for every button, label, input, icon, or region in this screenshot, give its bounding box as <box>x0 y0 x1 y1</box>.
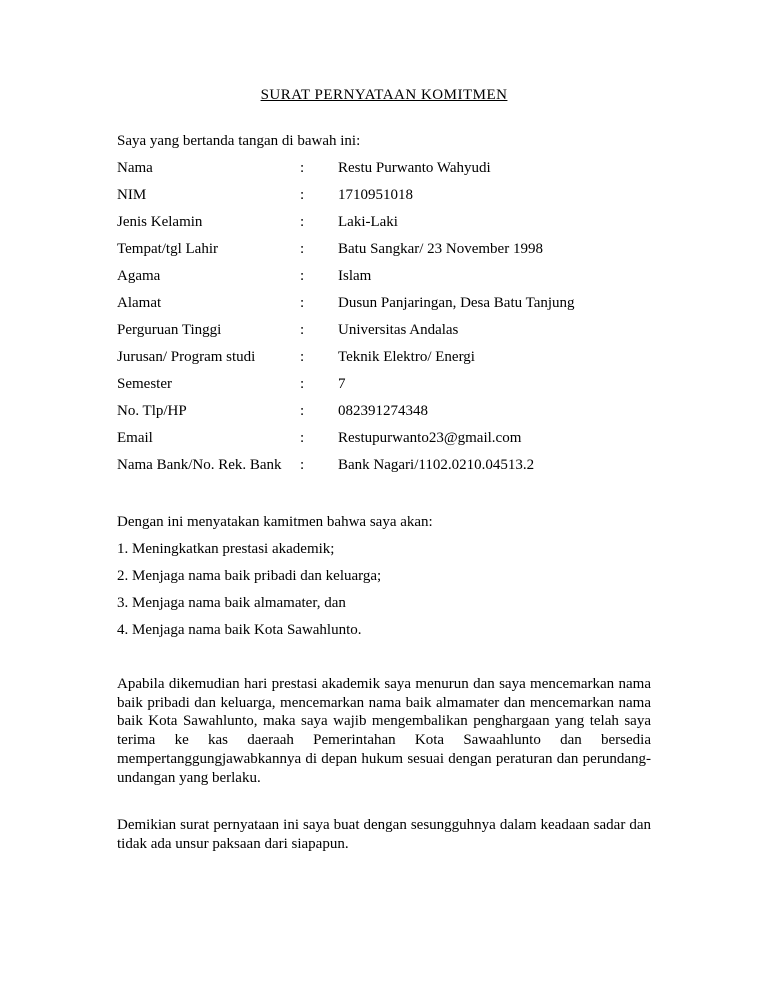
field-colon: : <box>300 376 305 392</box>
field-colon: : <box>300 241 305 257</box>
field-colon: : <box>300 295 305 311</box>
field-value: 082391274348 <box>338 403 428 419</box>
commitment-item-2: 2. Menjaga nama baik pribadi dan keluarga; <box>117 568 382 584</box>
field-colon: : <box>300 187 305 203</box>
field-label: Agama <box>117 268 161 284</box>
field-value: Islam <box>338 268 372 284</box>
field-label: Jurusan/ Program studi <box>117 349 256 365</box>
field-label: Alamat <box>117 295 162 311</box>
field-label: Nama Bank/No. Rek. Bank <box>117 457 282 473</box>
field-value: Laki-Laki <box>338 214 398 230</box>
field-label: Email <box>117 430 153 446</box>
field-colon: : <box>300 214 305 230</box>
field-row-tempat-tgl-lahir <box>117 236 651 263</box>
commitment-intro: Dengan ini menyatakan kamitmen bahwa saya akan: <box>117 514 433 530</box>
field-label: NIM <box>117 187 147 203</box>
paragraph-closing: Demikian surat pernyataan ini saya buat dengan sesungguhnya dalam keadaan sadar dan tidak ada unsur paksaan dari siapapun. <box>117 817 651 852</box>
field-colon: : <box>300 160 305 176</box>
field-label: Semester <box>117 376 172 392</box>
commitment-item-4: 4. Menjaga nama baik Kota Sawahlunto. <box>117 622 362 638</box>
commitment-section <box>117 509 651 644</box>
field-row-email <box>117 425 651 452</box>
field-value: Bank Nagari/1102.0210.04513.2 <box>338 457 535 473</box>
field-label: Tempat/tgl Lahir <box>117 241 219 257</box>
field-row-semester <box>117 371 651 398</box>
field-row-alamat <box>117 290 651 317</box>
field-value: 7 <box>338 376 346 392</box>
field-row-nama <box>117 155 651 182</box>
intro-line: Saya yang bertanda tangan di bawah ini: <box>117 133 361 149</box>
field-value: Restupurwanto23@gmail.com <box>338 430 522 446</box>
field-row-nim <box>117 182 651 209</box>
field-value: Teknik Elektro/ Energi <box>338 349 475 365</box>
identity-fields <box>117 155 651 479</box>
field-label: Nama <box>117 160 153 176</box>
commitment-item-1: 1. Meningkatkan prestasi akademik; <box>117 541 335 557</box>
document-title: SURAT PERNYATAAN KOMITMEN <box>260 87 508 103</box>
field-label: Jenis Kelamin <box>117 214 203 230</box>
field-colon: : <box>300 403 305 419</box>
field-row-perguruan-tinggi <box>117 317 651 344</box>
field-colon: : <box>300 322 305 338</box>
field-colon: : <box>300 268 305 284</box>
field-colon: : <box>300 430 305 446</box>
field-value: Restu Purwanto Wahyudi <box>338 160 491 176</box>
field-colon: : <box>300 457 305 473</box>
field-row-nama-bank <box>117 452 651 479</box>
field-row-jurusan <box>117 344 651 371</box>
field-value: 1710951018 <box>338 187 413 203</box>
field-value: Universitas Andalas <box>338 322 459 338</box>
field-label: Perguruan Tinggi <box>117 322 222 338</box>
commitment-item-3: 3. Menjaga nama baik almamater, dan <box>117 595 346 611</box>
field-label: No. Tlp/HP <box>117 403 187 419</box>
field-value: Batu Sangkar/ 23 November 1998 <box>338 241 543 257</box>
field-row-no-tlp-hp <box>117 398 651 425</box>
field-value: Dusun Panjaringan, Desa Batu Tanjung <box>338 295 575 311</box>
field-row-agama <box>117 263 651 290</box>
paragraph-consequence: Apabila dikemudian hari prestasi akademik saya menurun dan saya mencemarkan nama baik pribadi dan keluarga, mencemarkan nama baik almamater dan mencemarkan nama baik Kota Sawahlunto, maka saya wajib mengembalikan penghargaan yang telah saya terima ke kas daeraah Pemerintahan Kota Sawaahlunto dan bersedia mempertanggungjawabkannya di depan hukum sesuai dengan peraturan dan perundang-undangan yang berlaku. <box>117 676 651 786</box>
field-colon: : <box>300 349 305 365</box>
field-row-jenis-kelamin <box>117 209 651 236</box>
